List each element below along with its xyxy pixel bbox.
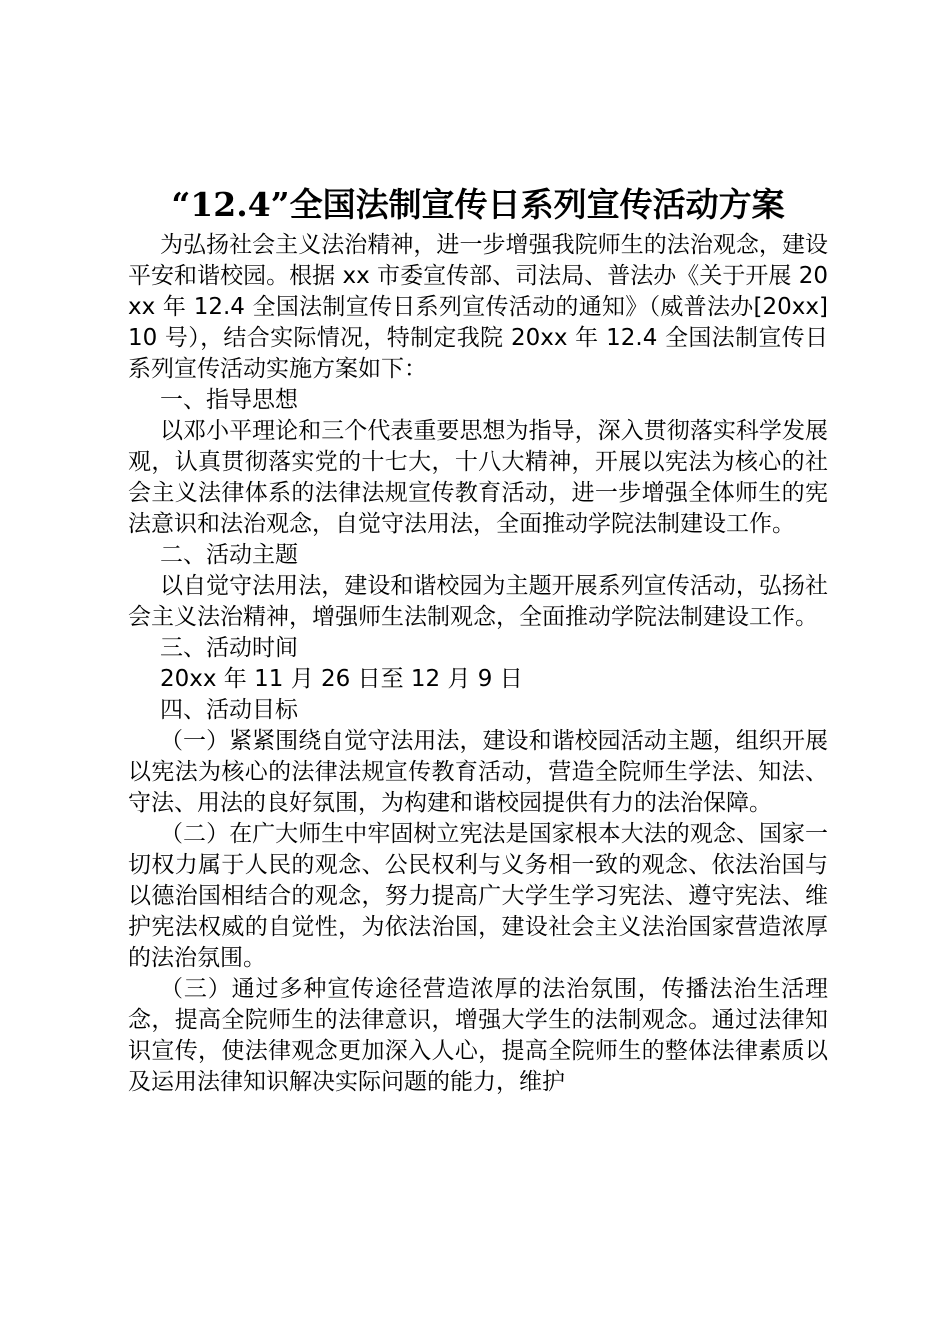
activity-theme-paragraph: 以自觉守法用法，建设和谐校园为主题开展系列宣传活动，弘扬社会主义法治精神，增强师生法制观念，全面推动学院法制建设工作。 xyxy=(128,573,828,630)
goal-paragraph-1: （一）紧紧围绕自觉守法用法，建设和谐校园活动主题，组织开展以宪法为核心的法律法规宣传教育活动，营造全院师生学法、知法、守法、用法的良好氛围，为构建和谐校园提供有力的法治保障。 xyxy=(128,728,828,816)
activity-time-paragraph: 20xx 年 11 月 26 日至 12 月 9 日 xyxy=(160,666,523,692)
document-body xyxy=(128,230,828,1098)
intro-paragraph: 为弘扬社会主义法治精神，进一步增强我院师生的法治观念，建设平安和谐校园。根据 xx 市委宣传部、司法局、普法办《关于开展 20xx 年 12.4 全国法制宣传日系列宣传活动的通知》（威普法办[20xx]10 号），结合实际情况，特制定我院 20xx 年 12.4 全国法制宣传日系列宣传活动实施方案如下： xyxy=(128,232,828,382)
goal-paragraph-3: （三）通过多种宣传途径营造浓厚的法治氛围，传播法治生活理念，提高全院师生的法律意识，增强大学生的法制观念。通过法律知识宣传，使法律观念更加深入人心，提高全院师生的整体法律素质以及运用法律知识解决实际问题的能力，维护 xyxy=(128,976,828,1095)
document-title: “12.4”全国法制宣传日系列宣传活动方案 xyxy=(171,185,785,224)
guiding-thought-paragraph: 以邓小平理论和三个代表重要思想为指导，深入贯彻落实科学发展观，认真贯彻落实党的十七大，十八大精神，开展以宪法为核心的社会主义法律体系的法律法规宣传教育活动，进一步增强全体师生的宪法意识和法治观念，自觉守法用法，全面推动学院法制建设工作。 xyxy=(128,418,828,537)
section-heading-guiding-thought: 一、指导思想 xyxy=(160,387,298,413)
section-heading-activity-goals: 四、活动目标 xyxy=(160,697,298,723)
section-heading-activity-theme: 二、活动主题 xyxy=(160,542,298,568)
section-heading-activity-time: 三、活动时间 xyxy=(160,635,298,661)
goal-paragraph-2: （二）在广大师生中牢固树立宪法是国家根本大法的观念、国家一切权力属于人民的观念、公民权利与义务相一致的观念、依法治国与以德治国相结合的观念，努力提高广大学生学习宪法、遵守宪法、维护宪法权威的自觉性，为依法治国，建设社会主义法治国家营造浓厚的法治氛围。 xyxy=(128,821,828,971)
